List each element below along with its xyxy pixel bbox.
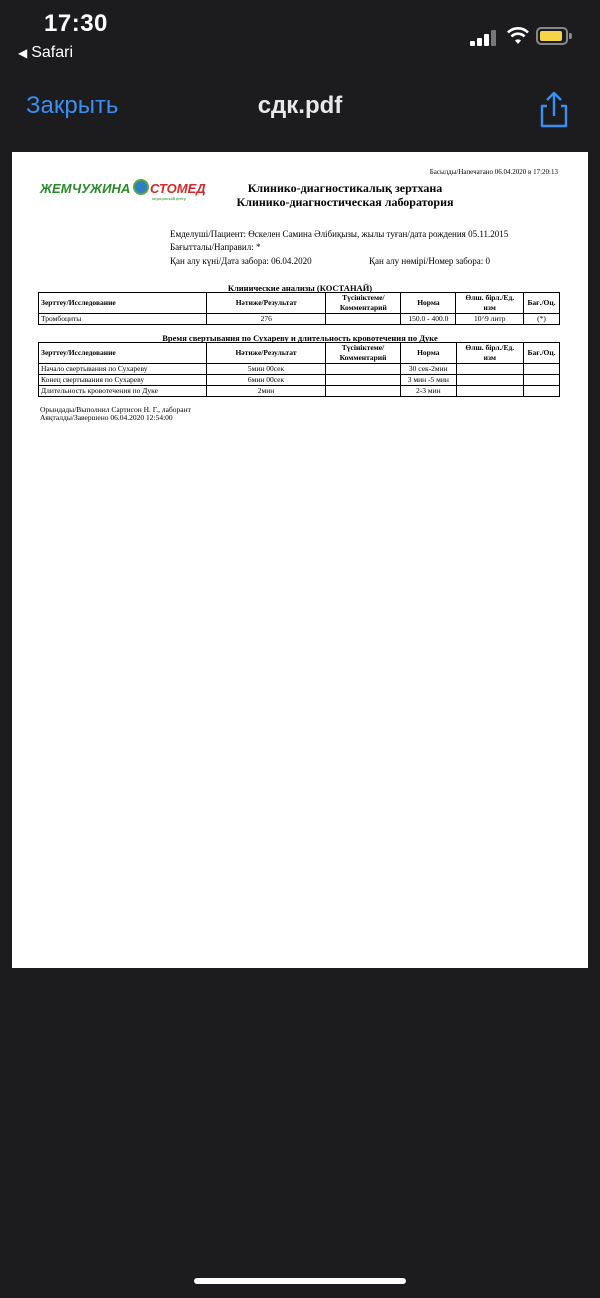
cell-unit <box>456 375 524 386</box>
table-header-row <box>39 343 560 364</box>
wifi-icon <box>506 26 530 46</box>
col-header-comment: Түсініктеме/Комментарий <box>326 293 401 314</box>
table-header-row <box>39 293 560 314</box>
cell-comment <box>325 375 400 386</box>
cell-study: Тромбоциты <box>39 314 207 325</box>
col-header-norm: Норма <box>401 293 456 314</box>
cell-norm: 3 мин -5 мин <box>401 375 456 386</box>
cell-study: Длительность кровотечения по Дуке <box>39 386 207 397</box>
completed-at: Аяқталды/Завершено 06.04.2020 12:54:00 <box>40 413 173 422</box>
cell-norm: 2-3 мин <box>401 386 456 397</box>
cell-study: Конец свертывания по Сухареву <box>39 375 207 386</box>
cell-comment <box>326 314 401 325</box>
header-kz: Клинико-диагностикалық зертхана <box>247 181 443 195</box>
header-ru: Клинико-диагностическая лаборатория <box>236 195 454 209</box>
table-row <box>39 386 560 397</box>
col-header-study: Зерттеу/Исследование <box>39 343 207 364</box>
col-header-unit: Өлш. бірл./Ед. изм <box>456 293 524 314</box>
col-header-grade: Бағ./Оц. <box>524 343 560 364</box>
section2-title: Время свертывания по Сухареву и длительность кровотечения по Дуке <box>162 333 438 343</box>
cellular-signal-icon <box>470 28 498 46</box>
cell-result: 276 <box>207 314 326 325</box>
home-indicator[interactable] <box>194 1278 406 1284</box>
navigation-bar <box>0 84 600 130</box>
cell-result: 2мин <box>207 386 326 397</box>
logo-subtitle: медицинский центр <box>152 196 186 201</box>
cell-unit <box>456 386 524 397</box>
cell-grade: (*) <box>524 314 560 325</box>
status-bar <box>0 0 600 70</box>
collection-number: Қан алу нөмірі/Номер забора: 0 <box>369 256 491 266</box>
results-table-2 <box>38 342 560 397</box>
battery-icon <box>536 27 568 45</box>
cell-comment <box>325 386 400 397</box>
logo-text-left: ЖЕМЧУЖИНА <box>40 181 131 196</box>
cell-norm: 30 сек-2мин <box>401 364 456 375</box>
cell-grade <box>524 375 560 386</box>
back-app-label: Safari <box>31 44 74 61</box>
table-row <box>39 314 560 325</box>
collection-date: Қан алу күні/Дата забора: 06.04.2020 <box>170 256 312 266</box>
col-header-grade: Бағ./Оц. <box>524 293 560 314</box>
cell-norm: 150.0 - 400.0 <box>401 314 456 325</box>
logo-text-right: СТОМЕД <box>150 181 206 196</box>
cell-grade <box>524 386 560 397</box>
col-header-unit: Өлш. бірл./Ед. изм <box>456 343 524 364</box>
back-arrow-icon: ◀ <box>18 46 28 60</box>
col-header-study: Зерттеу/Исследование <box>39 293 207 314</box>
cell-study: Начало свертывания по Сухареву <box>39 364 207 375</box>
cell-comment <box>325 364 400 375</box>
cell-result: 6мин 00сек <box>207 375 326 386</box>
section1-title: Клинические анализы (КОСТАНАЙ) <box>227 283 373 293</box>
results-table-1 <box>38 292 560 325</box>
pdf-page <box>12 152 588 968</box>
patient-info: Емделуші/Пациент: Өскелен Самина Әлібиқызы, жылы туған/дата рождения 05.11.2015 <box>170 229 509 239</box>
cell-grade <box>524 364 560 375</box>
status-time: 17:30 <box>44 10 108 37</box>
cell-unit: 10^9 литр <box>456 314 524 325</box>
performed-by: Орындады/Выполнил Сартисон Н. Г., лаборант <box>40 405 191 414</box>
document-title: сдк.pdf <box>257 92 343 119</box>
table-row <box>39 375 560 386</box>
cell-unit <box>456 364 524 375</box>
col-header-comment: Түсініктеме/Комментарий <box>325 343 400 364</box>
close-button[interactable]: Закрыть <box>26 92 119 119</box>
referral-info: Бағытталы/Направил: * <box>170 242 261 252</box>
col-header-result: Нәтиже/Результат <box>207 293 326 314</box>
col-header-result: Нәтиже/Результат <box>207 343 326 364</box>
cell-result: 5мин 00сек <box>207 364 326 375</box>
back-to-safari-link[interactable] <box>18 44 73 62</box>
share-icon[interactable] <box>534 90 574 130</box>
printed-timestamp: Басылды/Напечатано 06.04.2020 в 17:20:13 <box>429 168 558 176</box>
table-row <box>39 364 560 375</box>
col-header-norm: Норма <box>401 343 456 364</box>
